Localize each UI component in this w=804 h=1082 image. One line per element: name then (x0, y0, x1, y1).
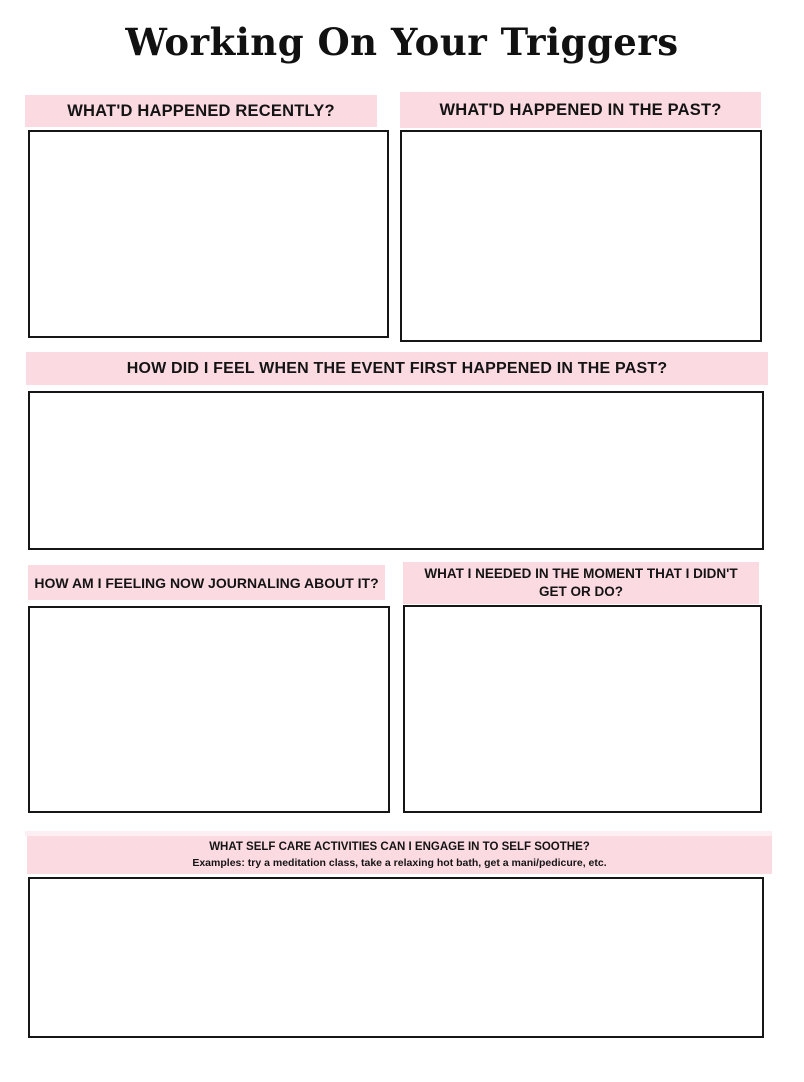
answer-box-first-feelings[interactable] (28, 391, 764, 550)
page-title: Working On Your Triggers (125, 20, 679, 64)
section-header-self-care (27, 836, 772, 874)
answer-box-past[interactable] (400, 130, 762, 342)
section-header-first-feelings: HOW DID I FEEL WHEN THE EVENT FIRST HAPPENED IN THE PAST? (26, 352, 768, 385)
answer-box-self-care[interactable] (28, 877, 764, 1038)
section-header-self-care-label: WHAT SELF CARE ACTIVITIES CAN I ENGAGE IN TO SELF SOOTHE? (209, 841, 590, 854)
section-header-now-feelings: HOW AM I FEELING NOW JOURNALING ABOUT IT? (28, 565, 385, 600)
section-header-past: WHAT'D HAPPENED IN THE PAST? (400, 92, 761, 128)
answer-box-now-feelings[interactable] (28, 606, 390, 813)
answer-box-recently[interactable] (28, 130, 389, 338)
section-header-recently: WHAT'D HAPPENED RECENTLY? (25, 95, 377, 127)
section-header-self-care-examples: Examples: try a meditation class, take a relaxing hot bath, get a mani/pedicure, etc. (192, 856, 607, 869)
answer-box-unmet-needs[interactable] (403, 605, 762, 813)
section-header-unmet-needs: WHAT I NEEDED IN THE MOMENT THAT I DIDN'T GET OR DO? (403, 562, 759, 604)
